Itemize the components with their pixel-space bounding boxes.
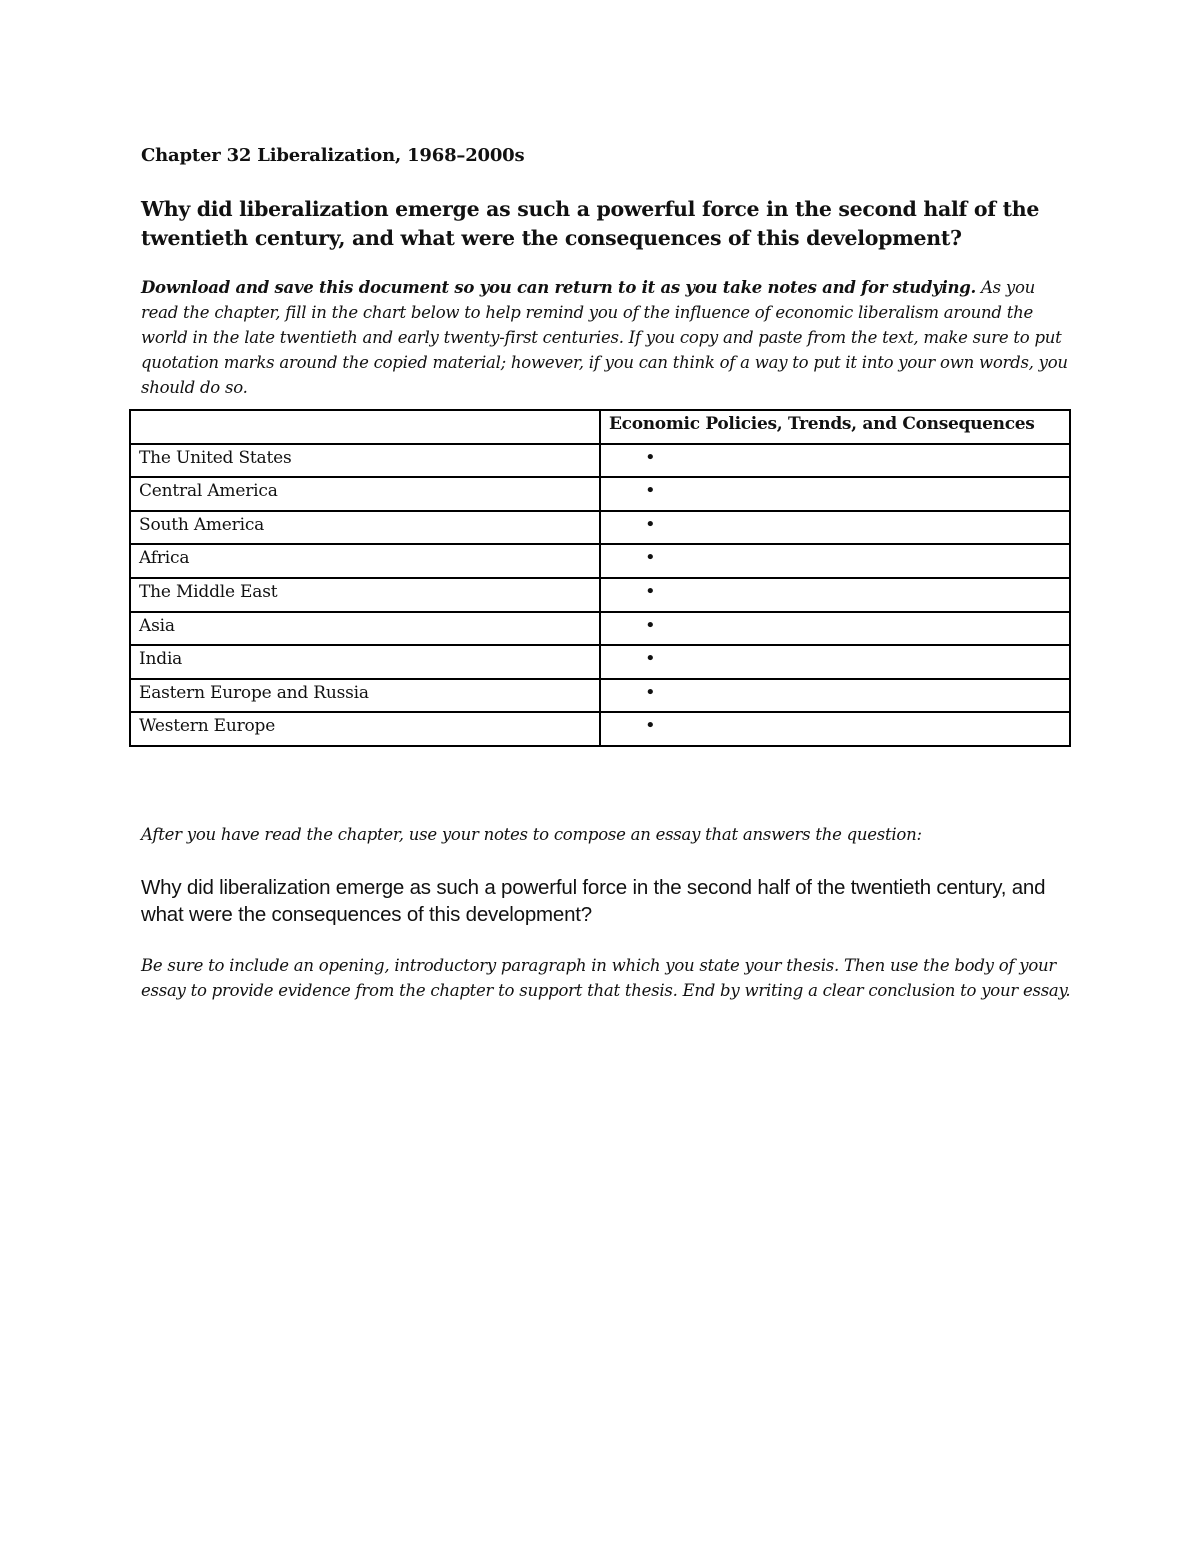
notes-cell[interactable]	[600, 712, 1070, 746]
bullet-point: •	[645, 547, 656, 569]
instructions	[141, 275, 1071, 400]
notes-cell[interactable]	[600, 544, 1070, 578]
table-row	[130, 477, 1070, 511]
notes-cell[interactable]	[600, 612, 1070, 646]
bullet-point: •	[645, 513, 656, 535]
table-row	[130, 511, 1070, 545]
bullet-point: •	[645, 446, 656, 468]
region-cell: Asia	[130, 612, 600, 646]
notes-cell[interactable]	[600, 444, 1070, 478]
table-row	[130, 712, 1070, 746]
notes-cell[interactable]	[600, 477, 1070, 511]
table-row	[130, 612, 1070, 646]
header-right-cell: Economic Policies, Trends, and Consequences	[600, 410, 1070, 444]
notes-cell[interactable]	[600, 679, 1070, 713]
region-cell: Western Europe	[130, 712, 600, 746]
chapter-title: Chapter 32 Liberalization, 1968–2000s	[141, 145, 525, 166]
header-left-cell	[130, 410, 600, 444]
notes-chart	[129, 409, 1071, 747]
instructions-rest: As you read the chapter, fill in the chart below to help remind you of the influence of economic liberalism around the world in the late twentieth and early twenty-first centuries. If you copy and paste from the text, make sure to put quotation marks around the copied material; however, if you can think of a way to put it into your own words, you should do so.	[141, 278, 1068, 397]
notes-cell[interactable]	[600, 578, 1070, 612]
region-cell: The Middle East	[130, 578, 600, 612]
chart-header-row	[130, 410, 1070, 444]
essay-question: Why did liberalization emerge as such a powerful force in the second half of the twentieth century, and what were the consequences of this development?	[141, 197, 1040, 250]
closing-instructions: Be sure to include an opening, introductory paragraph in which you state your thesis. Then use the body of your essay to provide evidence from the chapter to support that thesis. End by writing a clear conclusion to your essay.	[141, 956, 1071, 1000]
essay-question-repeat: Why did liberalization emerge as such a powerful force in the second half of the twentieth century, and what were the consequences of this development?	[141, 876, 1046, 926]
bullet-point: •	[645, 715, 656, 737]
bullet-point: •	[645, 580, 656, 602]
region-cell: India	[130, 645, 600, 679]
after-reading-instruction: After you have read the chapter, use your notes to compose an essay that answers the question:	[141, 825, 922, 844]
table-row	[130, 679, 1070, 713]
bullet-point: •	[645, 681, 656, 703]
table-row	[130, 444, 1070, 478]
notes-cell[interactable]	[600, 645, 1070, 679]
table-row	[130, 544, 1070, 578]
instructions-bold: Download and save this document so you can return to it as you take notes and for studying.	[141, 278, 977, 297]
region-cell: South America	[130, 511, 600, 545]
bullet-point: •	[645, 648, 656, 670]
region-cell: Eastern Europe and Russia	[130, 679, 600, 713]
region-cell: Central America	[130, 477, 600, 511]
bullet-point: •	[645, 480, 656, 502]
bullet-point: •	[645, 614, 656, 636]
region-cell: Africa	[130, 544, 600, 578]
region-cell: The United States	[130, 444, 600, 478]
table-row	[130, 645, 1070, 679]
table-row	[130, 578, 1070, 612]
notes-cell[interactable]	[600, 511, 1070, 545]
